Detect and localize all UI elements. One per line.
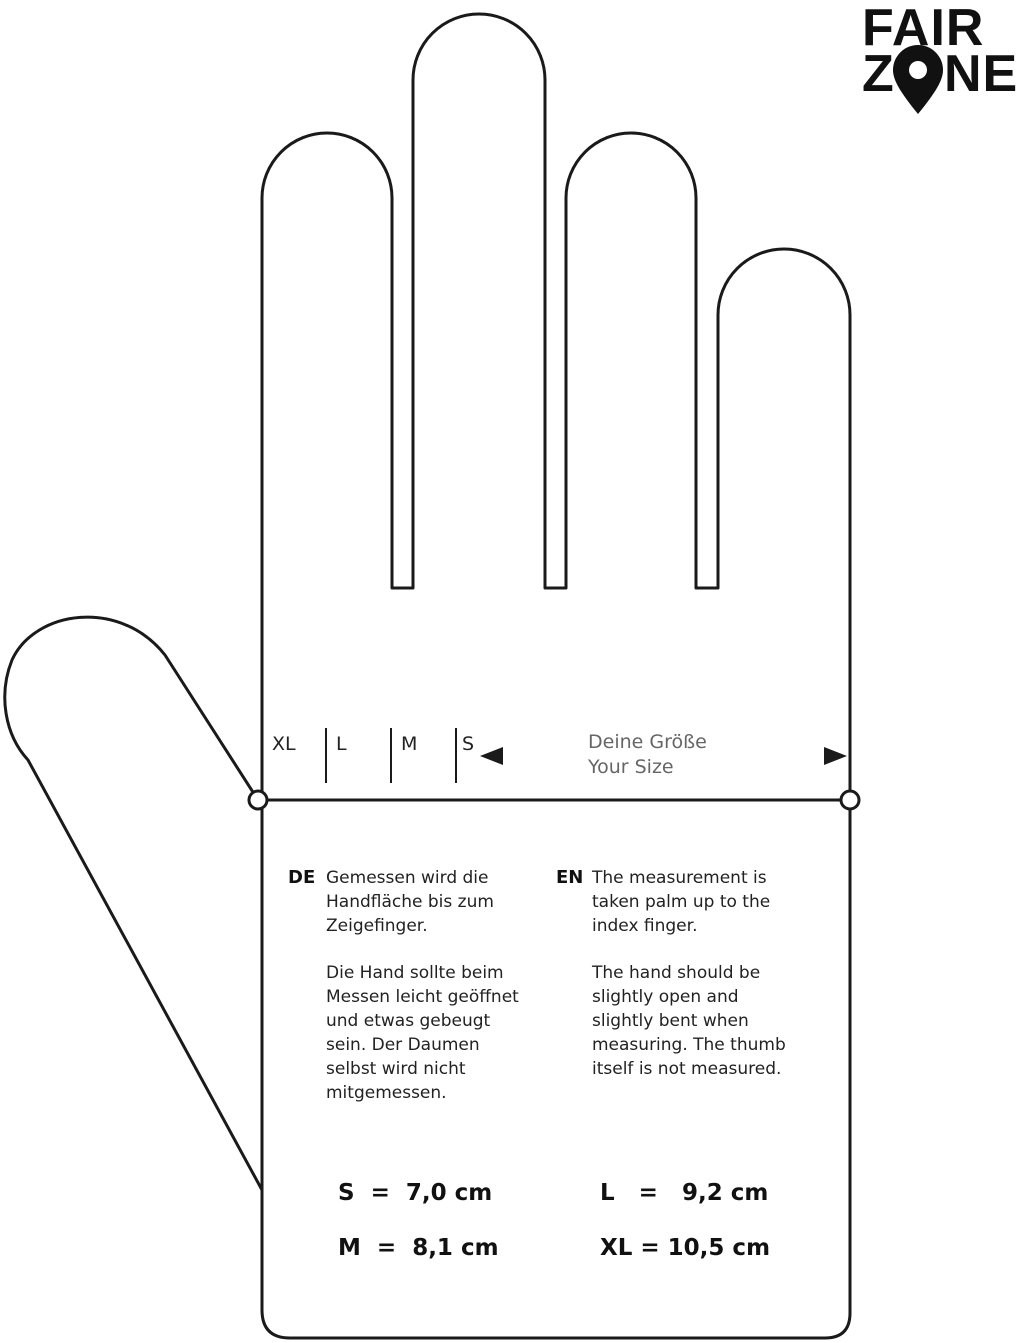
instructions-en-p1: The measurement is taken palm up to the index finger. bbox=[592, 868, 771, 936]
instructions-de-p1: Gemessen wird die Handfläche bis zum Zeigefinger. bbox=[326, 868, 494, 936]
glove-outline bbox=[262, 14, 850, 1338]
lang-code-de: DE bbox=[288, 867, 316, 888]
instructions-en-p2: The hand should be slightly open and slightly bent when measuring. The thumb itself is not measured. bbox=[592, 963, 786, 1079]
size-row-xl: XL = 10,5 cm bbox=[600, 1235, 771, 1261]
size-mark-s: S bbox=[462, 733, 475, 755]
thumb-outline bbox=[5, 617, 262, 1190]
size-mark-l: L bbox=[336, 733, 347, 755]
brand-logo-line2-end: NE bbox=[944, 45, 1019, 103]
brand-logo-line1: FAIR bbox=[862, 0, 985, 57]
measure-point-left bbox=[249, 791, 267, 809]
arrow-left-icon bbox=[480, 747, 503, 765]
lang-code-en: EN bbox=[556, 867, 584, 888]
size-row-s: S = 7,0 cm bbox=[338, 1180, 493, 1206]
your-size-label-en: Your Size bbox=[588, 756, 674, 778]
size-mark-xl: XL bbox=[272, 733, 296, 755]
arrow-right-icon bbox=[824, 747, 847, 765]
size-row-l: L = 9,2 cm bbox=[600, 1180, 769, 1206]
brand-logo-line2-start: Z bbox=[862, 45, 895, 103]
size-row-m: M = 8,1 cm bbox=[338, 1235, 499, 1261]
your-size-label-de: Deine Größe bbox=[588, 731, 707, 753]
instructions-de-p2: Die Hand sollte beim Messen leicht geöffnet und etwas gebeugt sein. Der Daumen selbst wird nicht mitgemessen. bbox=[326, 963, 519, 1103]
measure-point-right bbox=[841, 791, 859, 809]
size-mark-m: M bbox=[401, 733, 418, 755]
